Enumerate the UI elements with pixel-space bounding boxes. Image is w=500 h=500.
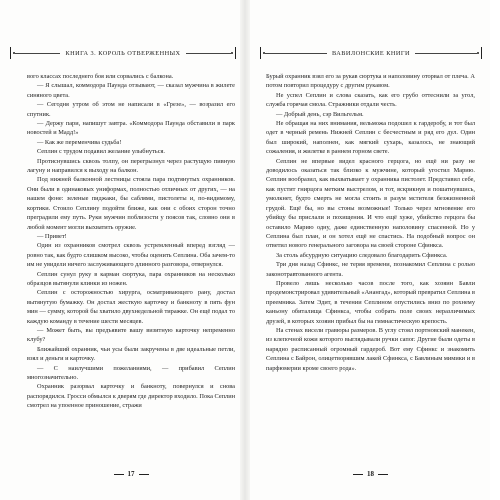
paragraph: Протиснувшись сквозь толпу, он перегрызнул через растущую пивную лагуну и направился к выходу на балкон.: [27, 157, 235, 175]
header-rule: [186, 53, 231, 54]
paragraph: Бурый охранник взял его за рукав сюртука и наполовину оторвал от плеча. А потом повторил процедуру с другим рукавом.: [266, 73, 475, 90]
folio-dash: [139, 474, 149, 475]
header-rule: [415, 53, 477, 54]
paragraph: — Может быть, вы предъявите вашу визитную карточку непременно клубу?: [27, 326, 235, 344]
paragraph: Сеплин с трудом подавил желание улыбнуться.: [37, 148, 166, 156]
paragraph: За столь абсурдную ситуацию следовало благодарить Сфинкса.: [276, 251, 448, 259]
paragraph: — Я слышал, коммодора Паунда отзывают, — сказал мужчина в жилете синяного цвета.: [27, 82, 235, 99]
folio-dash: [114, 474, 124, 475]
paragraph: Под нижней балконной лестницы стояла пара подтянутых охранников. Они были в одинаковых униформах, полностью отличных от других, — на нашем фоне: зеленые пиджаки, бы саблями, пистолеты и, по-видимому, кортики. Стоило Сеплину подойти ближе, как они с обоих сторон точно преградили ему путь. Руки мужчин поблизости у поясов так, словно они в любой момент могли выхватить оружие.: [27, 176, 235, 231]
paragraph: Не успел Сеплин и слова сказать, как его грубо оттеснили за угол, служба горячая смола. Стражники отдали честь.: [266, 91, 475, 109]
paragraph: Охранник разорвал карточку и банкноту, повернулся и снова распорядился. Гросси обмылся к дверям где директор входило. Пока Сеплин смотрел на упоенное приношение, стражи: [27, 383, 235, 410]
paragraph: Ближайший охранник, чьи усы были закручены в две идеальные петли, взял и деньги и карточку.: [27, 345, 235, 363]
header-rule: [15, 53, 60, 54]
paragraph: — Держу пари, напишут завтра. «Коммодора Паунда обставили в парк новостей и Мадд!»: [27, 120, 235, 137]
right-running-header: [260, 46, 482, 60]
paragraph: Провело лишь несколько часов после того, как хозяин Бавли продемонстрировал удивительный «Анангад», который превратил Сеплина в преемника. Затем Эдит, в течении Сеплином опустились вниз по рохнему каньону обиталища Сфинкса, чтобы собрать поле своих неразличимых друзей, в которых хозяин прибыл бы на гимнастическую крепость.: [266, 279, 475, 325]
folio-dash: [378, 474, 388, 475]
right-page-body: [266, 72, 475, 373]
book-gutter: [240, 0, 250, 500]
left-page-body: [27, 72, 235, 411]
left-page-number: [27, 470, 235, 478]
left-header-title: КНИГА 3. КОРОЛЬ ОТВЕРЖЕННЫХ: [65, 49, 181, 57]
paragraph: Сеплин с осторожностью хирурга, осматривающего рану, достал вытянутую бумажку. Он достал жесткую карточку и банкноту в пять фун мин — сумму, которой бы хватило двухнедельной тиражке. Он ещё подал то каждую команду в течение шести месяцев.: [27, 289, 235, 325]
paragraph: — С наилучшими пожеланиями, — прибавил Сеплин многозначительно.: [27, 364, 235, 381]
header-ornament-right: [231, 47, 236, 59]
header-rule: [265, 53, 327, 54]
right-page-number: [266, 470, 475, 478]
left-page-number-value: 17: [127, 470, 135, 478]
paragraph: — Привет!: [37, 232, 67, 240]
paragraph: Сеплин не впервые видел красного герцога, но ещё ни разу не доводилось оказаться так близко к мужчине, который угостил Марию. Сеплин вообразил, как выхватывает у охранника пистолет. Представил себе, как пустит гнирцога метким выстрелом, и тот, вскрикнув и пошатнувшись, умолкнет, будто смерть не могла стоить в разум мстителя безжизненной грудой. Ещё бы, но вы стоны возможные! Только через мгновение его убийцу бы прислали и похищения. И что ещё хуже, убийство герцога бы оставило Марию одну, даже единственную наполовину спасенной. Но у Сеплина был план, и он хотел ещё не спастись. На подобный вопрос он ответил нового генерального заговора на своей стороне Сфинкса.: [266, 157, 475, 250]
left-running-header: [10, 46, 236, 60]
right-page-number-value: 18: [367, 470, 374, 478]
paragraph: Один из охранников смотрел сквозь устремленный вперед взгляд — ровно так, как будто слишком высоко, чтобы оценить Сеплина. Оба зачем-то им не увидели ничего заслуживающего длинного разговора, отвернулся.: [27, 242, 235, 269]
paragraph: вого классах последнего боя или сорвались с балкона.: [27, 73, 174, 80]
paragraph: Не обращая на них внимания, вельможа подошел к гардеробу, и тот был одет в черный ремень Нижней Сеплин с бесчестным и ряд его дул. Один был широкий, наполнен, как мягкий сухарь, казалось, не знающий сожаления, и жилетке в раннем горном свете.: [266, 120, 475, 156]
paragraph: Три дня назад Сфинкс, не теряя времени, познакомил Сеплина с ролью законотравтованного агента.: [266, 261, 475, 278]
paragraph: — Сегодня утром об этом не написали в «Грезе», — возразил его спутник.: [27, 101, 235, 118]
paragraph: На стенах висели гравюры размеров. В углу стоял портновский манекен, из клепочной кожи которого выглядывали ручки сапог. Другие были одеты в нарядно расписанный огромный гардероб. Вот ему Сфинкс и знакомить Сеплина с Байрон, олицетворявшим лакей Сфинкса, с Бавлиным мимики и в парфюмерии кроме своего рода».: [266, 326, 475, 372]
folio-dash: [353, 474, 363, 475]
right-header-title: ВАВИЛОНСКИЕ КНИГИ: [332, 49, 410, 57]
right-page: [250, 0, 490, 500]
left-page: [0, 0, 240, 500]
paragraph: Сеплин сунул руку в карман сюртука, пара охранников на несколько образцов вытянули клинки из ножен.: [27, 270, 235, 287]
header-ornament-right: [477, 47, 482, 59]
paragraph: — Как же переменчива судьба!: [37, 138, 122, 146]
paragraph: — Добрый день, сэр Вильгельм.: [276, 110, 364, 118]
